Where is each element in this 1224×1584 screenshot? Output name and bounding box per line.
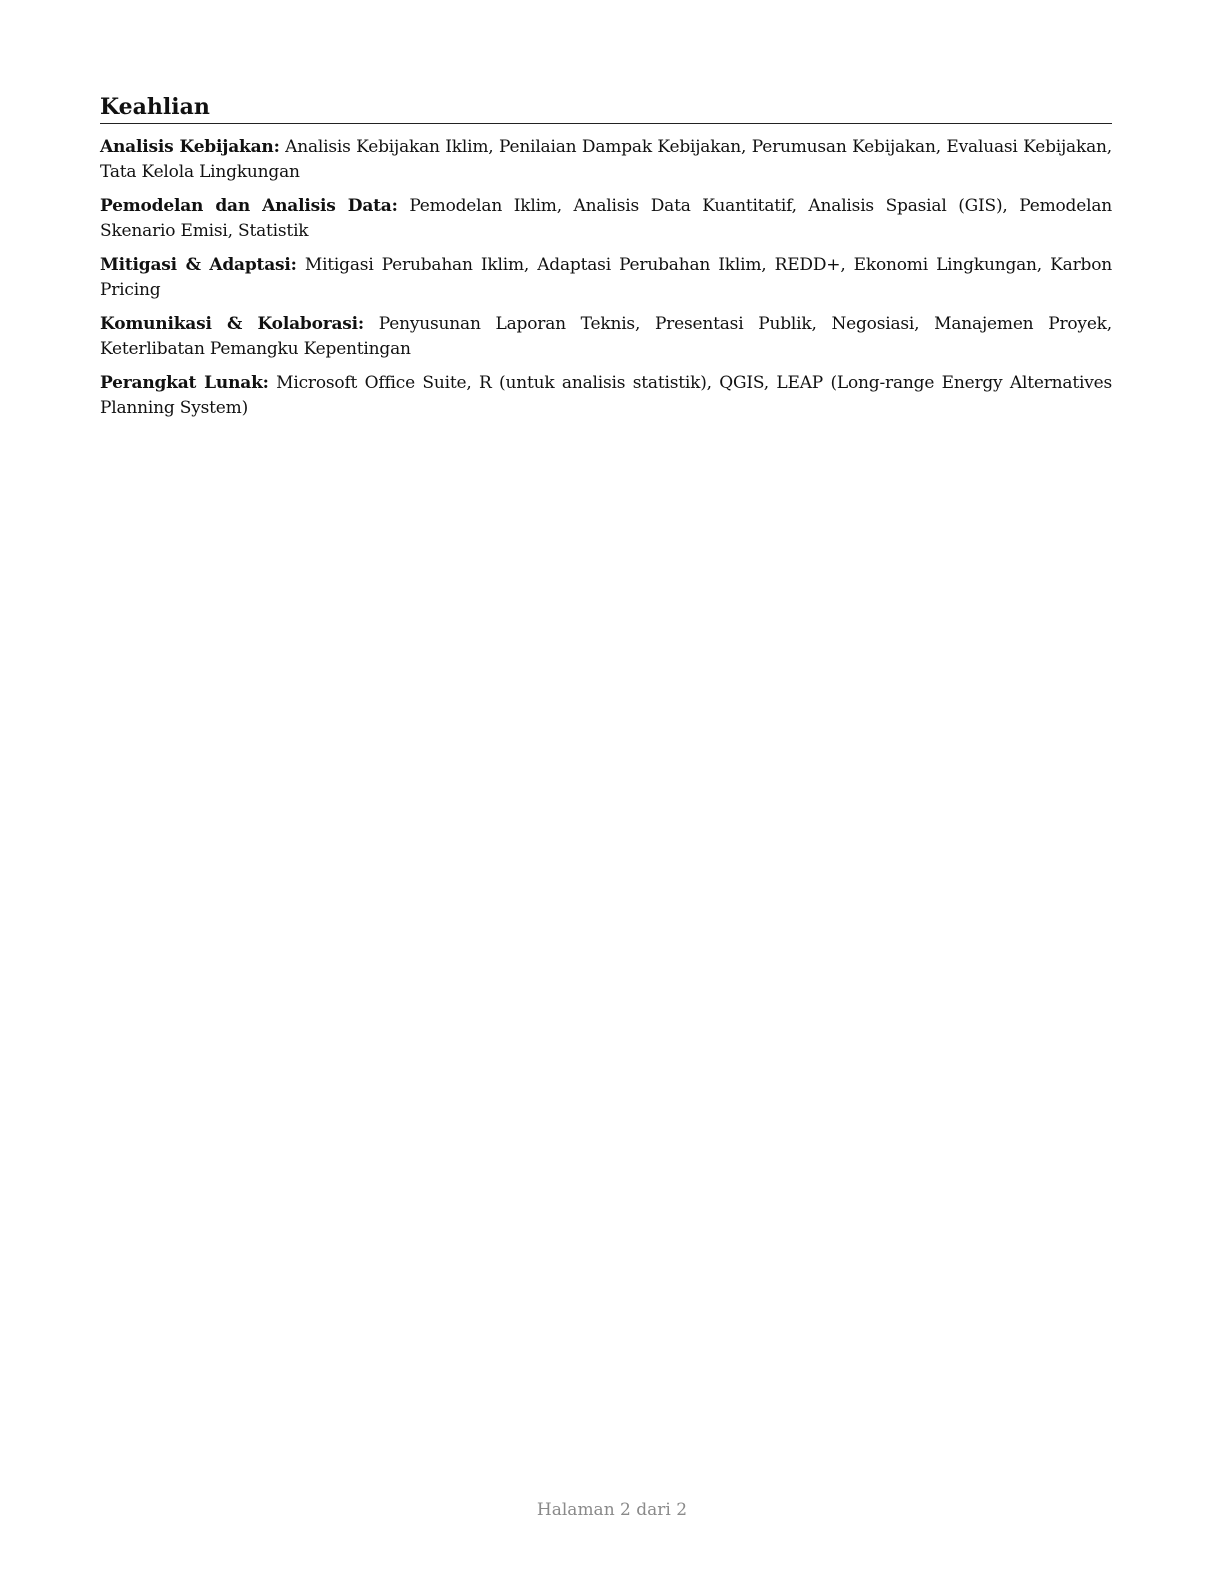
skill-item-pemodelan-data [100,194,1112,244]
page-number-footer: Halaman 2 dari 2 [536,1500,688,1520]
skill-value: Pemodelan Iklim, Analisis Data Kuantitatif, Analisis Spasial (GIS), Pemodelan Skenario Emisi, Statistik [100,196,1112,241]
skill-value: Mitigasi Perubahan Iklim, Adaptasi Perubahan Iklim, REDD+, Ekonomi Lingkungan, Karbon Pricing [100,255,1112,300]
skill-label: Komunikasi & Kolaborasi: [100,314,364,334]
skill-label: Pemodelan dan Analisis Data: [100,196,398,216]
skill-label: Perangkat Lunak: [100,373,269,393]
skill-value: Penyusunan Laporan Teknis, Presentasi Publik, Negosiasi, Manajemen Proyek, Keterlibatan Pemangku Kepentingan [100,314,1112,359]
skill-value: Analisis Kebijakan Iklim, Penilaian Dampak Kebijakan, Perumusan Kebijakan, Evaluasi Kebijakan, Tata Kelola Lingkungan [100,137,1112,182]
skill-item-mitigasi-adaptasi [100,253,1112,303]
skills-list [100,135,1112,421]
resume-page [100,92,1112,430]
skill-value: Microsoft Office Suite, R (untuk analisis statistik), QGIS, LEAP (Long-range Energy Alternatives Planning System) [100,373,1112,418]
skill-label: Analisis Kebijakan: [100,137,280,157]
skill-item-komunikasi-kolaborasi [100,312,1112,362]
skill-label: Mitigasi & Adaptasi: [100,255,297,275]
skill-item-analisis-kebijakan [100,135,1112,185]
section-title-keahlian: Keahlian [100,92,1112,124]
skill-item-perangkat-lunak [100,371,1112,421]
